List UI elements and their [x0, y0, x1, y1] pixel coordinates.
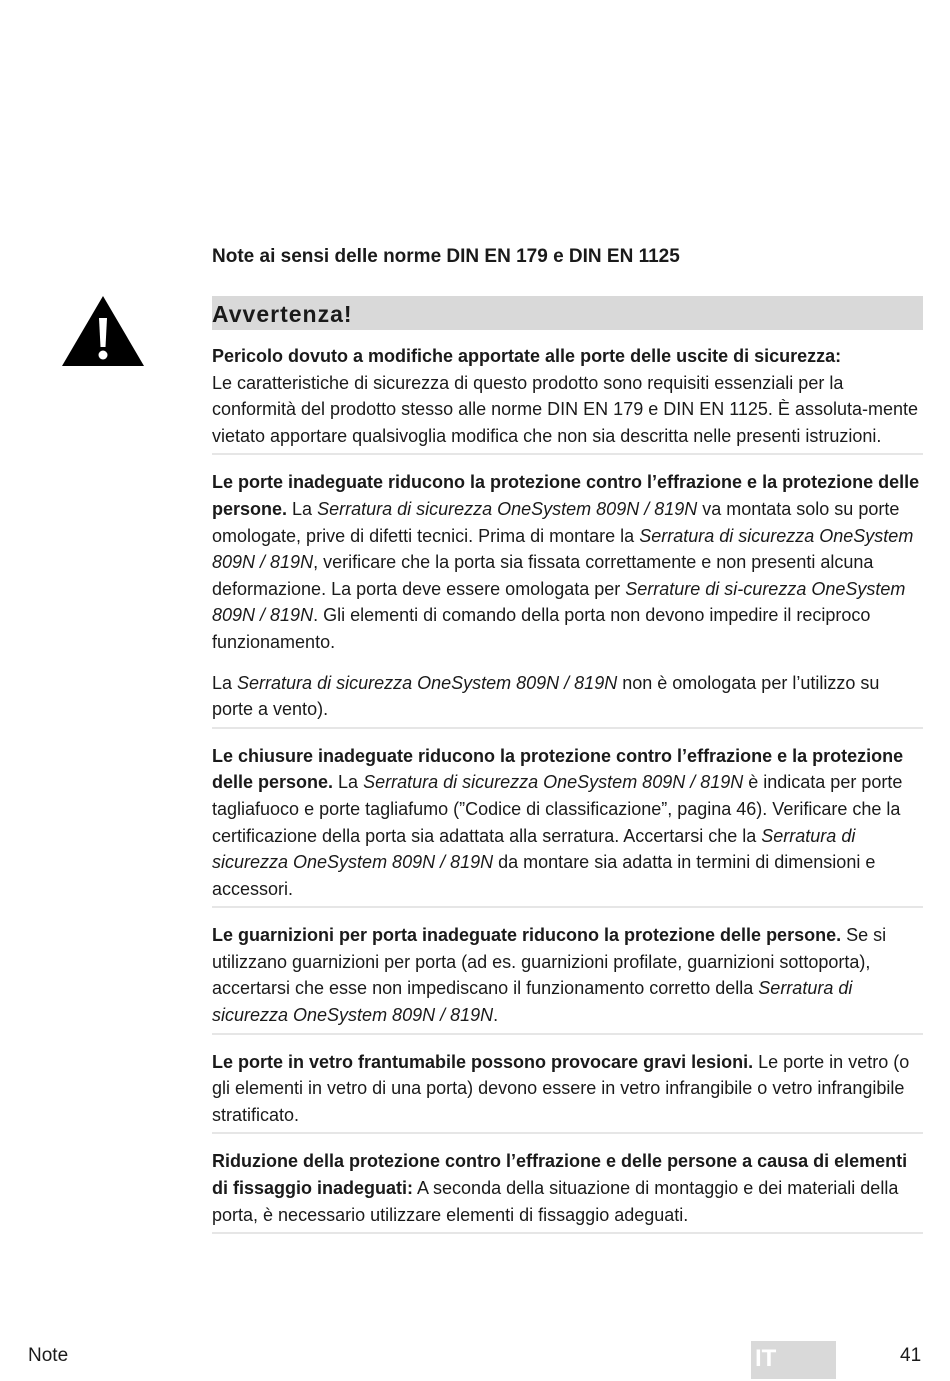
product-name: Serratura di sicurezza OneSystem 809N / 819N: [317, 498, 698, 519]
notes-content: [212, 343, 923, 1234]
paragraph-text: Le porte in vetro (o gli elementi in vetro di una porta) devono essere in vetro infrangibile o vetro infrangibile stratificato.: [212, 1051, 910, 1125]
paragraph-text: Se si utilizzano guarnizioni per porta (ad es. guarnizioni profilate, guarnizioni sottoporta), accertarsi che esse non impediscano il funzionamento corretto della: [212, 925, 887, 999]
product-name: Serrature di si-curezza OneSystem 809N / 819N: [212, 578, 906, 626]
paragraph-lead: Le porte in vetro frantumabile possono provocare gravi lesioni.: [212, 1051, 754, 1072]
paragraph-lead: Le guarnizioni per porta inadeguate riducono la protezione delle persone.: [212, 925, 842, 946]
product-name: Serratura di sicurezza OneSystem 809N / 819N: [237, 672, 618, 693]
warning-banner: [212, 296, 923, 330]
paragraph-fixing-elements: [212, 1148, 923, 1234]
footer-section-label: Note: [28, 1345, 69, 1366]
paragraph-text: è indicata per porte tagliafuoco e porte tagliafumo (”Codice di classificazione”, pagina 46). Verificare che la certificazione della porta sia adattata alla serratura. Accertarsi che la: [212, 772, 903, 846]
paragraph-text: non è omologata per l’utilizzo su porte a vento).: [212, 672, 880, 720]
paragraph-lead: Riduzione della protezione contro l’effrazione e delle persone a causa di elementi di fissaggio inadeguati:: [212, 1151, 908, 1199]
language-tab: [751, 1341, 836, 1379]
product-name: Serratura di sicurezza OneSystem 809N / 819N: [212, 525, 914, 573]
warning-title: Avvertenza!: [212, 301, 353, 327]
paragraph-text: da montare sia adatta in termini di dimensioni e accessori.: [212, 852, 876, 899]
paragraph-lead: Le chiusure inadeguate riducono la protezione contro l’effrazione e la protezione delle persone.: [212, 745, 904, 793]
product-name: Serratura di sicurezza OneSystem 809N / 819N: [212, 978, 853, 1026]
paragraph-modifications: [212, 343, 923, 455]
paragraph-text: . Gli elementi di comando della porta non devono impedire il reciproco funzionamento.: [212, 605, 871, 652]
paragraph-text: .: [493, 1005, 499, 1026]
paragraph-text: , verificare che la porta sia fissata correttamente e non presenti alcuna deformazione. La porta deve essere omologata per: [212, 552, 874, 599]
paragraph-text: La: [333, 772, 364, 793]
paragraph-lead: Pericolo dovuto a modifiche apportate alle porte delle uscite di sicurezza:: [212, 346, 842, 366]
paragraph-text: La: [212, 672, 238, 693]
paragraph-text: Le caratteristiche di sicurezza di questo prodotto sono requisiti essenziali per la conformità del prodotto stesso alle norme DIN EN 179 e DIN EN 1125. È assoluta-mente vietato apportare qualsivoglia modifica che non sia descritta nelle presenti istruzioni.: [212, 372, 919, 446]
paragraph-wind-doors: [212, 670, 923, 729]
language-code: IT: [755, 1345, 777, 1372]
product-name: Serratura di sicurezza OneSystem 809N / 819N: [212, 825, 856, 873]
warning-triangle-icon: [60, 294, 146, 368]
paragraph-text: A seconda della situazione di montaggio e dei materiali della porta, è necessario utilizzare elementi di fissaggio adeguati.: [212, 1178, 899, 1225]
paragraph-inadequate-locks: [212, 743, 923, 909]
paragraph-glass: [212, 1049, 923, 1135]
section-heading: Note ai sensi delle norme DIN EN 179 e DIN EN 1125: [212, 246, 680, 267]
product-name: Serratura di sicurezza OneSystem 809N / 819N: [363, 772, 744, 793]
paragraph-lead: Le porte inadeguate riducono la protezione contro l’effrazione e la protezione delle persone.: [212, 472, 920, 519]
paragraph-inadequate-doors: [212, 469, 923, 659]
paragraph-text: La: [287, 498, 318, 519]
paragraph-seals: [212, 922, 923, 1034]
paragraph-text: va montata solo su porte omologate, prive di difetti tecnici. Prima di montare la: [212, 498, 900, 546]
page-number: 41: [900, 1345, 922, 1366]
